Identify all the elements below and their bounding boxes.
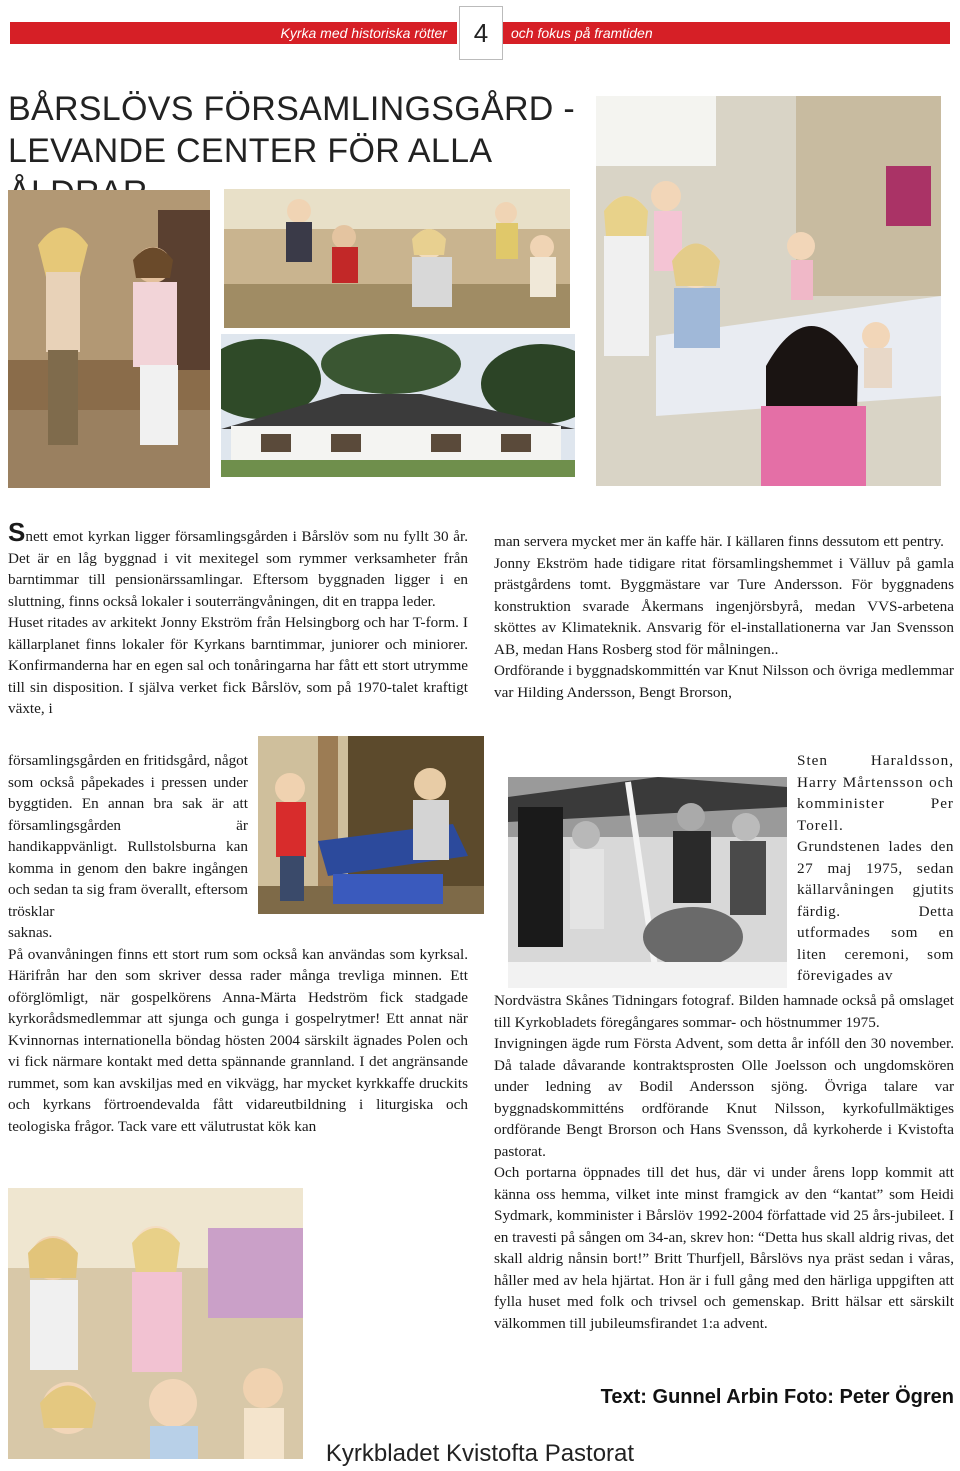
article-paragraph-2: Huset ritades av arkitekt Jonny Ekström från Helsingborg och har T-form. I källarplanet finns lokaler för Kyrkans barntimmar, juniorer och miniorer. Konfirmanderna har en egen sal och tonåringarna har fått ett stort utrymme till sin disposition. I själva verket fick Bårslöv, som på 1970-talet kraftigt växte, i [8, 614, 468, 717]
page-number: 4 [459, 6, 503, 60]
photo-children-at-table [596, 96, 941, 486]
article-paragraph-6: Jonny Ekström hade tidigare ritat församlingshemmet i Välluv på gamla prästgårdens tomt. Byggmästare var Ture Andersson. För byggnadens konstruktion svarade Åkermans ingenjörsbyrå, medan VVS-arbetena sköttes av Klimateknik. Ansvarig för el-installationerna var Jan Svensson AB, medan Hans Rosberg stod för målningen.. [494, 554, 954, 658]
photo-church-hall-building [221, 334, 575, 477]
article-right-column [494, 531, 954, 703]
article-right-wrap-text [797, 750, 954, 987]
article-paragraph-8-end: Nordvästra Skånes Tidningars fotograf. Bilden hamnade också på omslaget till Kyrkobladets föregångares sommar- och höstnummer 1975. [494, 992, 954, 1031]
article-paragraph-5: man servera mycket mer än kaffe här. I källaren finns dessutom ett pentry. [494, 533, 944, 550]
article-paragraph-3-end: saknas. [8, 924, 53, 941]
photo-boys-foosball [258, 736, 484, 914]
article-left-column-continued [8, 922, 468, 1137]
photo-girls-dancing [8, 190, 210, 488]
article-paragraph-3: församlingsgården en fritidsgård, något som också påpekades i pressen under byggtiden. En annan bra sak är att församlingsgården är handikappvänligt. Rullstolsburna kan komma in genom den bakre ingången och sedan ta sig fram överallt, eftersom trösklar [8, 752, 248, 920]
photo-girls-in-classroom [8, 1188, 303, 1459]
photo-stone-laying-ceremony [508, 777, 787, 988]
drop-cap: S [8, 517, 26, 547]
article-wrap-text [8, 750, 248, 922]
article-paragraph-8: Grundstenen lades den 27 maj 1975, sedan källarvåningen gjutits färdig. Detta utformades som en liten ceremoni, som förevigades av [797, 838, 954, 984]
article-paragraph-4: På ovanvåningen finns ett stort rum som också kan användas som kyrksal. Härifrån har den som skriver dessa rader många trevliga minnen. Ett oförglömligt, när gospelkörens Anna-Märta Hedström fick stadgade kyrkorådsmedlemmar att sjunga och gunga i gospelrytmer! Ett annat när Kvinnornas internationella böndag hösten 2004 särskilt ägnades Polen och vi fick närmare kontakt med detta spännande grannland. I det angränsande rummet, som kan avskiljas med en vikvägg, har mycket kyrkkaffe druckits och kyrkans förtroendevalda fått vidareutbildning i liturgiska och teologiska frågor. Tack vare ett välutrustat kök kan [8, 945, 468, 1135]
article-paragraph-1: Snett emot kyrkan ligger församlingsgården i Bårslöv som nu fyllt 30 år. Det är en låg byggnad i vit mexitegel som rymmer verksamheter från barntimmar till pensionärssamlingar. Eftersom byggnaden ligger i en sluttning, finns också lokaler i souterrängvåningen, dit en trappa leder. [8, 517, 468, 610]
headline-line-1: BÅRSLÖVS FÖRSAMLINGSGÅRD - [8, 90, 576, 128]
article-right-column-continued [494, 990, 954, 1334]
publication-footer: Kyrkbladet Kvistofta Pastorat [325, 1440, 635, 1467]
article-paragraph-9: Invigningen ägde rum Första Advent, som detta år infóll den 30 november. Då talade dåvarande kontraktsprosten Olle Joelsson och ungdomskören under ledning av Bodil Andersson sjöng. Övriga talare var byggnadskommitténs ordförande Knut Nilsson, kyrkofullmäktiges ordförande Bengt Brorson och Hans Svensson, då kyrkoherde i Kvistofta pastorat. [494, 1035, 954, 1160]
author-photo-credit: Text: Gunnel Arbin Foto: Peter Ögren [600, 1386, 954, 1408]
header-banner-left: Kyrka med historiska rötter [10, 22, 457, 44]
headline-line-2: LEVANDE CENTER FÖR ALLA [8, 132, 491, 170]
article-left-column [8, 517, 468, 720]
photo-children-crafts [224, 189, 570, 328]
article-paragraph-7: Ordförande i byggnadskommittén var Knut Nilsson och övriga medlemmar var Hilding Andersson, Bengt Brorson, [494, 662, 954, 701]
header-banner-right: och fokus på framtiden [503, 22, 950, 44]
article-paragraph-7-end: Sten Haraldsson, Harry Mårtensson och komminister Per Torell. [797, 752, 954, 834]
article-paragraph-10: Och portarna öppnades till det hus, där vi under årens lopp kommit att känna oss hemma, vilket inte minst framgick av den “kantat” som Heidi Sydmark, komminister i Bårslöv 1992-2004 författade vid 25 års-jubileet. I en travesti på sången om 34-an, skrev hon: “Detta hus skall aldrig rivas, det skall aldrig nånsin bort!” Britt Thurfjell, Bårslövs nya präst sedan i våras, håller med av hela hjärtat. Hon är i full gång med den härliga uppgiften att fylla huset med folk och trivsel och gemenskap. Britt hälsar ett särskilt välkommen till jubileumsfirandet 1:a advent. [494, 1164, 954, 1332]
